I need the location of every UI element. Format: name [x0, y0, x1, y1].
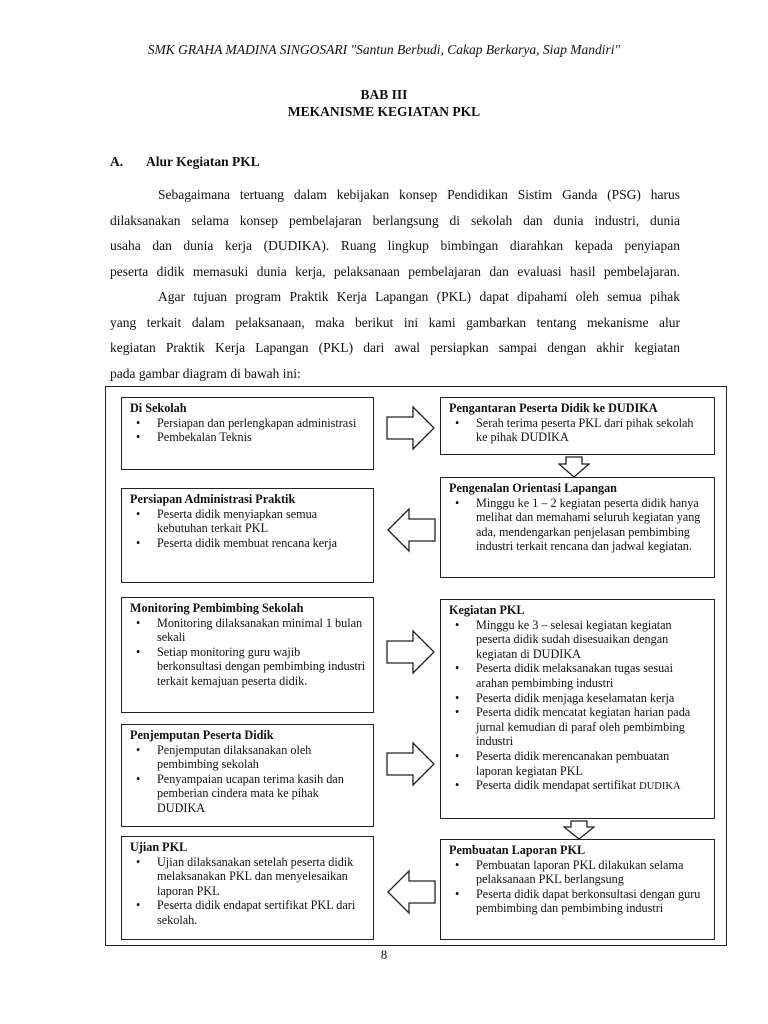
list-item: • Pembuatan laporan PKL dilakukan selama pelaksanaan PKL berlangsung	[476, 858, 708, 887]
box-title: Pembuatan Laporan PKL	[449, 843, 586, 857]
box-di-sekolah	[121, 397, 374, 470]
chapter-title: MEKANISME KEGIATAN PKL	[287, 104, 481, 119]
box-title: Persiapan Administrasi Praktik	[130, 492, 296, 506]
list-item: • Peserta didik dapat berkonsultasi dengan guru pembimbing dan pembimbing industri	[476, 887, 708, 916]
paragraph-1	[110, 182, 680, 284]
list-item: • Monitoring dilaksanakan minimal 1 bulan sekali	[157, 616, 367, 645]
list-item: • Peserta didik menyiapkan semua kebutuhan terkait PKL	[157, 507, 367, 536]
section-heading	[110, 154, 260, 170]
box-title: Ujian PKL	[130, 840, 188, 854]
chapter-number: BAB III	[360, 87, 408, 102]
list-item: • Ujian dilaksanakan setelah peserta didik melaksanakan PKL dan menyelesaikan laporan PKL	[157, 855, 367, 899]
arrow-right-icon	[386, 741, 436, 787]
paragraph-line: usaha dan dunia kerja (DUDIKA). Ruang lingkup bimbingan diarahkan kepada penyiapan	[110, 238, 680, 253]
box-pengantaran	[440, 397, 715, 455]
list-item-text: Peserta didik mendapat sertifikat	[476, 778, 637, 793]
paragraph-line: yang terkait dalam pelaksanaan, maka berikut ini kami gambarkan tentang mekanisme alur	[110, 314, 680, 330]
box-monitoring	[121, 597, 374, 713]
section-title: Alur Kegiatan PKL	[146, 154, 260, 169]
list-item: • Peserta didik mencatat kegiatan harian pada jurnal kemudian di paraf oleh pembimbing industri	[476, 705, 708, 749]
page-number: 8	[380, 948, 388, 962]
arrow-down-icon	[563, 820, 595, 840]
list-item: • Serah terima peserta PKL dari pihak sekolah ke pihak DUDIKA	[476, 416, 708, 445]
list-item: • Penyampaian ucapan terima kasih dan pemberian cindera mata ke pihak DUDIKA	[157, 772, 367, 816]
paragraph-line: peserta didik memasuki dunia kerja, pelaksanaan pembelajaran dan evaluasi hasil pembelajaran.	[110, 263, 680, 279]
list-item: • Peserta didik endapat sertifikat PKL dari sekolah.	[157, 898, 367, 927]
arrow-down-icon	[558, 456, 590, 478]
list-item: • Setiap monitoring guru wajib berkonsultasi dengan pembimbing industri terkait kemajuan peserta didik.	[157, 645, 367, 689]
box-pembuatan-laporan	[440, 839, 715, 940]
list-item: • Penjemputan dilaksanakan oleh pembimbing sekolah	[157, 743, 367, 772]
box-penjemputan	[121, 724, 374, 827]
box-title: Pengantaran Peserta Didik ke DUDIKA	[449, 401, 658, 415]
box-persiapan-administrasi	[121, 488, 374, 583]
list-item: • Minggu ke 3 – selesai kegiatan kegiatan peserta didik sudah disesuaikan dengan kegiatan di DUDIKA	[476, 618, 708, 662]
box-pengenalan	[440, 477, 715, 578]
list-item: • Pembekalan Teknis	[157, 430, 367, 445]
box-ujian	[121, 836, 374, 940]
box-kegiatan-pkl	[440, 599, 715, 819]
list-item-text-small: DUDIKA	[639, 781, 681, 793]
paragraph-line: Sebagaimana tertuang dalam kebijakan konsep Pendidikan Sistim Ganda (PSG) harus	[158, 187, 680, 202]
paragraph-line: dilaksanakan selama konsep pembelajaran berlangsung di sekolah dan dunia industri, dunia	[110, 212, 680, 228]
list-item	[476, 778, 708, 795]
list-item: • Peserta didik merencanakan pembuatan laporan kegiatan PKL	[476, 749, 708, 778]
box-title: Di Sekolah	[130, 401, 187, 415]
box-title: Pengenalan Orientasi Lapangan	[449, 481, 617, 495]
page-header: SMK GRAHA MADINA SINGOSARI "Santun Berbudi, Cakap Berkarya, Siap Mandiri"	[147, 42, 621, 57]
arrow-left-icon	[386, 507, 436, 553]
list-item: • Persiapan dan perlengkapan administrasi	[157, 416, 367, 431]
paragraph-line: kegiatan Praktik Kerja Lapangan (PKL) dari awal persiapkan sampai dengan akhir kegiatan	[110, 340, 680, 355]
list-item: • Peserta didik menjaga keselamatan kerja	[476, 691, 708, 706]
paragraph-line: pada gambar diagram di bawah ini:	[110, 365, 301, 381]
section-number: A.	[110, 154, 124, 169]
paragraph-line: Agar tujuan program Praktik Kerja Lapangan (PKL) dapat dipahami oleh semua pihak	[158, 289, 680, 304]
list-item: • Minggu ke 1 – 2 kegiatan peserta didik hanya melihat dan memahami seluruh kegiatan yang ada, mendengarkan penjelasan pembimbing industri terkait rencana dan jadwal kegiatan.	[476, 496, 708, 554]
box-title: Kegiatan PKL	[449, 603, 525, 617]
arrow-left-icon	[386, 869, 436, 915]
list-item: • Peserta didik melaksanakan tugas sesuai arahan pembimbing industri	[476, 661, 708, 690]
arrow-right-icon	[386, 405, 436, 451]
list-item: • Peserta didik membuat rencana kerja	[157, 536, 367, 551]
paragraph-2	[110, 284, 680, 386]
box-title: Monitoring Pembimbing Sekolah	[130, 601, 304, 615]
arrow-right-icon	[386, 629, 436, 675]
box-title: Penjemputan Peserta Didik	[130, 728, 274, 742]
